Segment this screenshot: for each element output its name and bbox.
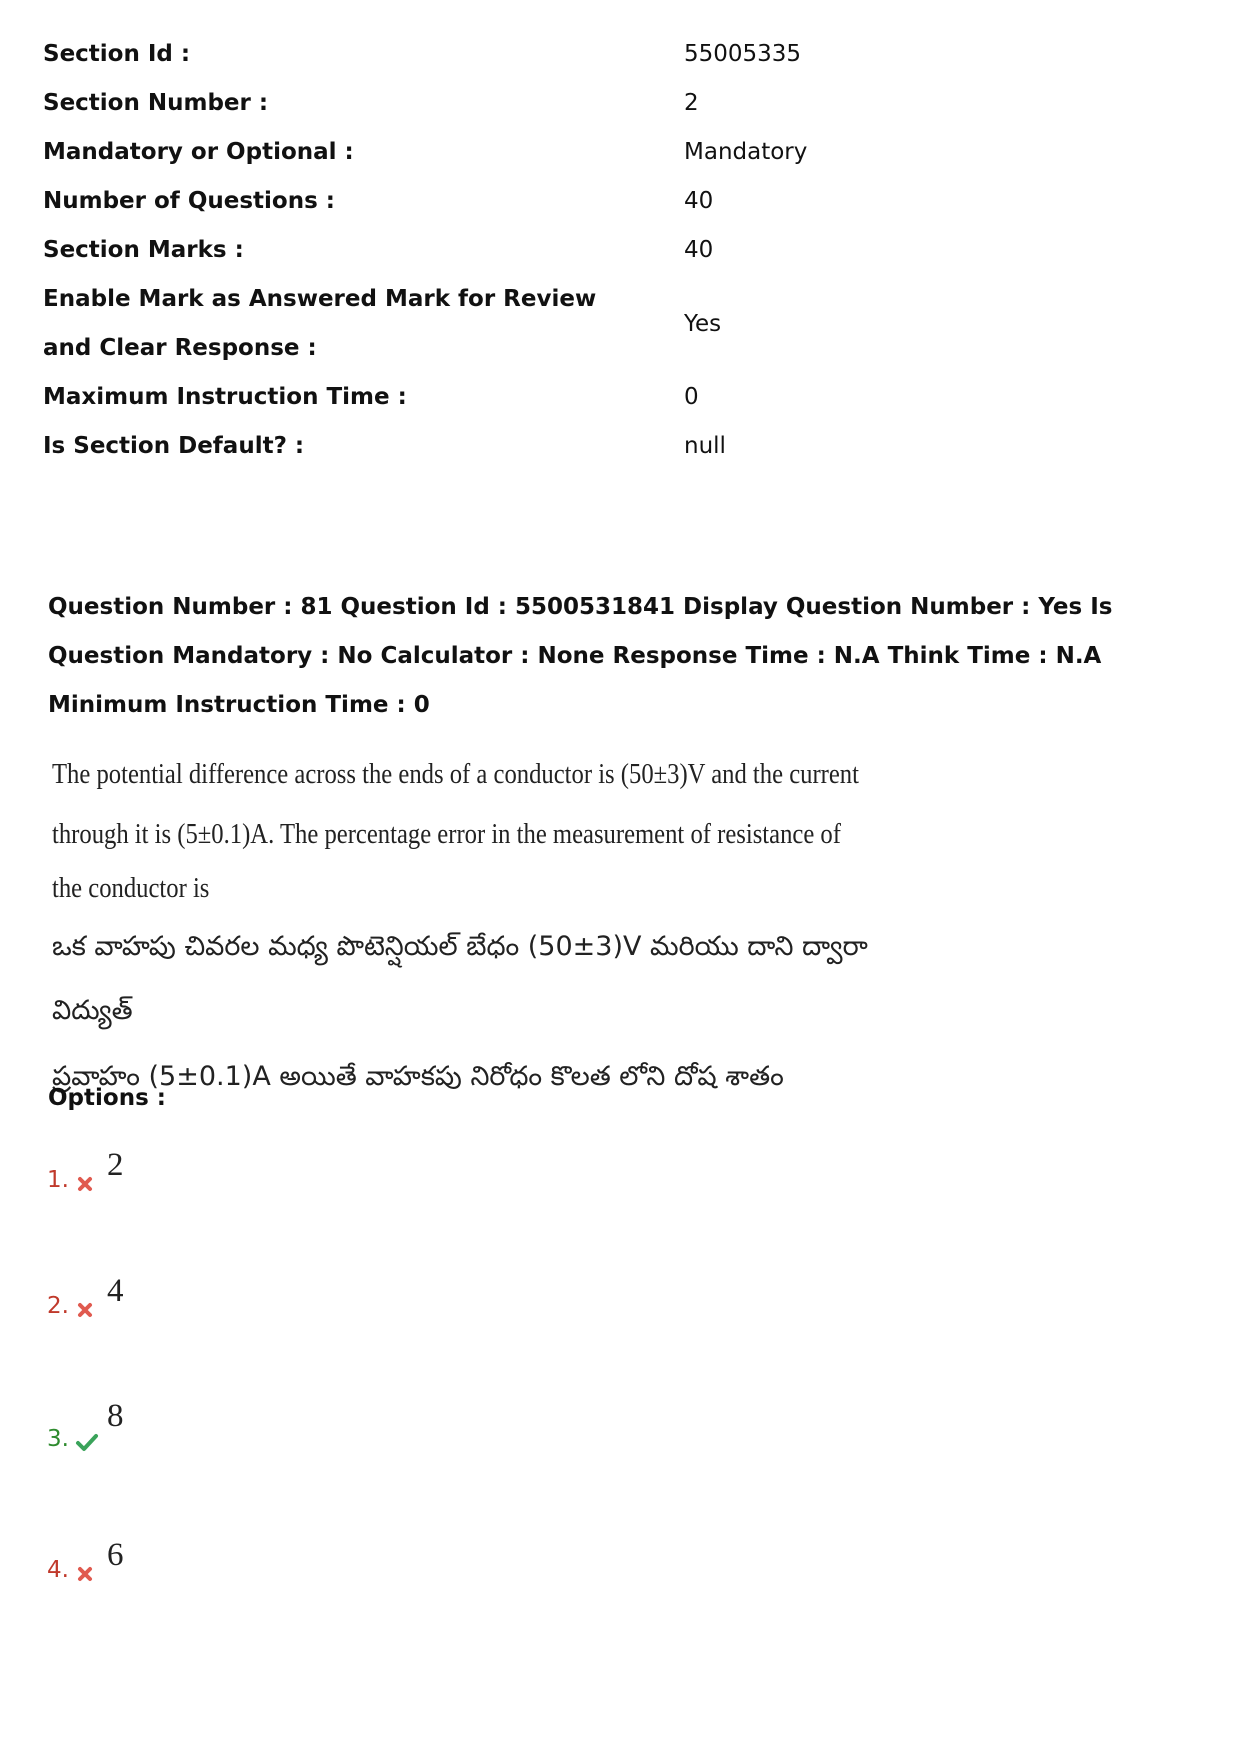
number-of-questions-label: Number of Questions : <box>43 188 335 214</box>
enable-mark-label: Enable Mark as Answered Mark for Review and Clear Response : <box>43 286 597 361</box>
section-number-value: 2 <box>684 90 699 116</box>
option-number: 2. <box>47 1293 69 1319</box>
max-instruction-time-label: Maximum Instruction Time : <box>43 384 407 410</box>
section-default-label: Is Section Default? : <box>43 433 305 459</box>
question-text-telugu-line-2: ప్రవాహం (5±0.1)A అయితే వాహకపు నిరోధం కొలత లోని దోష శాతం <box>52 1061 784 1092</box>
section-marks-row <box>43 226 1203 275</box>
mandatory-row <box>43 128 1203 177</box>
option-value: 8 <box>106 1398 124 1434</box>
option-1[interactable] <box>47 1147 124 1195</box>
section-id-row <box>43 30 1203 79</box>
section-id-value: 55005335 <box>684 41 802 67</box>
cross-icon <box>75 1559 97 1585</box>
question-text <box>52 745 952 1109</box>
option-2[interactable] <box>47 1273 124 1321</box>
section-default-value: null <box>684 433 726 459</box>
enable-mark-row <box>43 275 1203 373</box>
option-4[interactable] <box>47 1537 124 1585</box>
option-value: 4 <box>106 1273 124 1309</box>
option-number: 1. <box>47 1167 69 1193</box>
section-details-table <box>43 30 1203 471</box>
section-marks-label: Section Marks : <box>43 237 244 263</box>
section-id-label: Section Id : <box>43 41 191 67</box>
section-number-label: Section Number : <box>43 90 269 116</box>
max-instruction-time-row <box>43 373 1203 422</box>
option-number: 4. <box>47 1557 69 1583</box>
option-value: 2 <box>106 1147 124 1183</box>
question-text-english-line-1: The potential difference across the ends of a conductor is (50±3)V and the current <box>52 759 859 790</box>
option-value: 6 <box>106 1537 124 1573</box>
option-number: 3. <box>47 1426 69 1452</box>
mandatory-value: Mandatory <box>684 139 808 165</box>
cross-icon <box>75 1295 97 1321</box>
question-meta: Question Number : 81 Question Id : 5500531841 Display Question Number : Yes Is Question Mandatory : No Calculator : None Response Time : N.A Think Time : N.A Minimum Instruction Time : 0 <box>48 594 1113 718</box>
option-3[interactable] <box>47 1398 124 1454</box>
max-instruction-time-value: 0 <box>684 384 699 410</box>
number-of-questions-row <box>43 177 1203 226</box>
check-icon <box>75 1428 97 1454</box>
section-number-row <box>43 79 1203 128</box>
section-marks-value: 40 <box>684 237 714 263</box>
question-text-english-line-2: through it is (5±0.1)A. The percentage error in the measurement of resistance of <box>52 819 841 850</box>
cross-icon <box>75 1169 97 1195</box>
question-text-telugu-line-1: ఒక వాహపు చివరల మధ్య పొటెన్షియల్ బేధం (50±3)V మరియు దాని ద్వారా విద్యుత్ <box>52 931 868 1026</box>
question-text-english-line-3: the conductor is <box>52 873 210 904</box>
enable-mark-value: Yes <box>684 310 722 337</box>
options-label: Options : <box>48 1085 166 1111</box>
section-default-row <box>43 422 1203 471</box>
mandatory-label: Mandatory or Optional : <box>43 139 354 165</box>
number-of-questions-value: 40 <box>684 188 714 214</box>
